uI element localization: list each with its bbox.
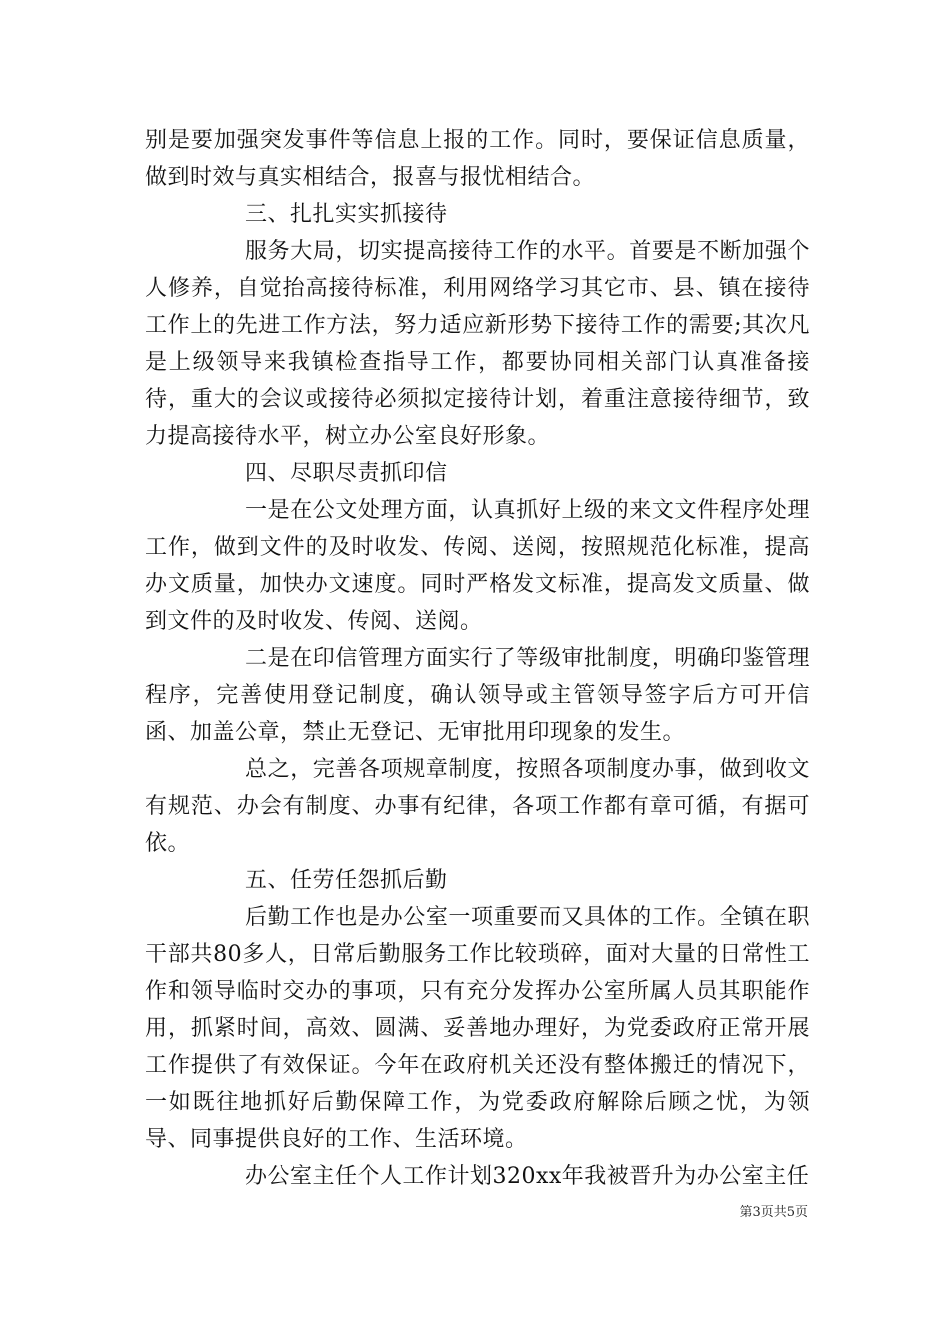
section-heading-reception: 三、扎扎实实抓接待 — [245, 202, 448, 227]
paragraph-continuation: 别是要加强突发事件等信息上报的工作。同时，要保证信息质量，做到时效与真实相结合，报喜与报忧相结合。 — [145, 128, 810, 190]
paragraph-document-handling: 一是在公文处理方面，认真抓好上级的来文文件程序处理工作，做到文件的及时收发、传阅、送阅，按照规范化标准，提高办文质量，加快办文速度。同时严格发文标准，提高发文质量、做到文件的及时收发、传阅、送阅。 — [145, 498, 810, 634]
section-heading-logistics: 五、任劳任怨抓后勤 — [245, 868, 448, 893]
paragraph-reception: 服务大局，切实提高接待工作的水平。首要是不断加强个人修养，自觉抬高接待标准，利用网络学习其它市、县、镇在接待工作上的先进工作方法，努力适应新形势下接待工作的需要;其次凡是上级领导来我镇检查指导工作，都要协同相关部门认真准备接待，重大的会议或接待必须拟定接待计划，着重注意接待细节，致力提高接待水平，树立办公室良好形象。 — [145, 239, 810, 449]
paragraph-plan-intro: 办公室主任个人工作计划320xx年我被晋升为办公室主任 — [245, 1164, 810, 1189]
page-number: 第3页共5页 — [739, 1205, 808, 1220]
paragraph-seal-management: 二是在印信管理方面实行了等级审批制度，明确印鉴管理程序，完善使用登记制度，确认领导或主管领导签字后方可开信函、加盖公章，禁止无登记、无审批用印现象的发生。 — [145, 646, 810, 745]
document-body — [145, 122, 810, 1195]
paragraph-summary: 总之，完善各项规章制度，按照各项制度办事，做到收文有规范、办会有制度、办事有纪律，各项工作都有章可循，有据可依。 — [145, 757, 810, 856]
section-heading-seals: 四、尽职尽责抓印信 — [245, 461, 448, 486]
paragraph-logistics: 后勤工作也是办公室一项重要而又具体的工作。全镇在职干部共80多人，日常后勤服务工作比较琐碎，面对大量的日常性工作和领导临时交办的事项，只有充分发挥办公室所属人员其职能作用，抓紧时间，高效、圆满、妥善地办理好，为党委政府正常开展工作提供了有效保证。今年在政府机关还没有整体搬迁的情况下，一如既往地抓好后勤保障工作，为党委政府解除后顾之忧，为领导、同事提供良好的工作、生活环境。 — [145, 905, 810, 1152]
